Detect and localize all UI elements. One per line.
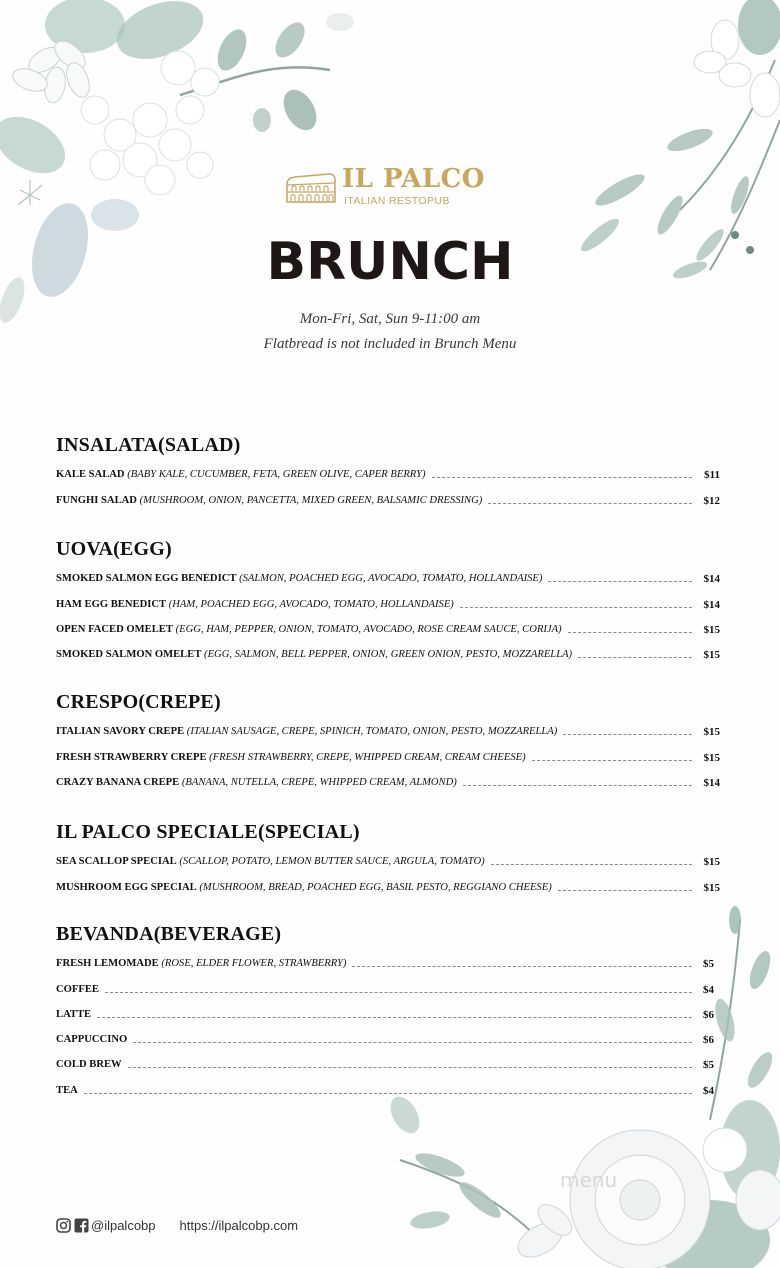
- item-name: KALE SALAD: [56, 469, 125, 481]
- menu-item: [56, 844, 720, 869]
- item-price: $15: [703, 623, 720, 636]
- facebook-icon[interactable]: [74, 1218, 89, 1233]
- item-price: $14: [703, 776, 720, 789]
- item-name: FRESH LEMOMADE: [56, 958, 159, 970]
- dotted-leader: [97, 1017, 692, 1018]
- page-title: BRUNCH: [266, 232, 514, 292]
- item-price: $15: [703, 649, 720, 662]
- dotted-leader: [432, 477, 692, 478]
- social-handle[interactable]: @ilpalcobp: [91, 1217, 156, 1233]
- item-price: $14: [703, 598, 720, 611]
- menu-item: [56, 586, 720, 611]
- dotted-leader: [463, 785, 692, 786]
- item-name: COLD BREW: [56, 1059, 122, 1071]
- dotted-leader: [128, 1067, 692, 1068]
- item-description: (MUSHROOM, BREAD, POACHED EGG, BASIL PESTO, REGGIANO CHEESE): [199, 881, 552, 893]
- menu-item: [56, 997, 720, 1022]
- item-price: $6: [703, 1034, 714, 1047]
- item-price: $15: [703, 751, 720, 764]
- dotted-leader: [578, 657, 692, 658]
- website-link[interactable]: https://ilpalcobp.com: [179, 1217, 299, 1233]
- dotted-leader: [105, 992, 692, 993]
- menu-item: [56, 612, 720, 637]
- menu-item: [56, 1047, 720, 1072]
- item-name: SMOKED SALMON OMELET: [56, 649, 202, 661]
- section-title: UOVA(EGG): [56, 538, 172, 560]
- menu-item: [56, 971, 720, 996]
- section-beverage: [56, 922, 720, 1098]
- menu-item: [56, 457, 720, 482]
- dotted-leader: [460, 607, 692, 608]
- menu-item: [56, 561, 720, 586]
- dotted-leader: [548, 581, 692, 582]
- dotted-leader: [352, 966, 692, 967]
- item-name: FRESH STRAWBERRY CREPE: [56, 751, 207, 763]
- item-description: (BANANA, NUTELLA, CREPE, WHIPPED CREAM, ALMOND): [181, 776, 457, 788]
- item-name: OPEN FACED OMELET: [56, 623, 173, 635]
- watermark: menu: [560, 1168, 618, 1192]
- item-price: $15: [703, 726, 720, 739]
- section-title: IL PALCO SPECIALE(SPECIAL): [56, 821, 360, 843]
- item-price: $6: [703, 1008, 714, 1021]
- dotted-leader: [563, 734, 692, 735]
- instagram-icon[interactable]: [56, 1218, 71, 1233]
- item-price: $11: [704, 469, 720, 482]
- menu-note: Flatbread is not included in Brunch Menu: [263, 336, 517, 352]
- menu-item: [56, 482, 720, 507]
- dotted-leader: [532, 760, 692, 761]
- menu-item: [56, 1022, 720, 1047]
- dotted-leader: [488, 503, 692, 504]
- dotted-leader: [568, 632, 692, 633]
- item-description: (BABY KALE, CUCUMBER, FETA, GREEN OLIVE, CAPER BERRY): [127, 469, 426, 481]
- item-name: ITALIAN SAVORY CREPE: [56, 726, 185, 738]
- menu-item: [56, 869, 720, 894]
- menu-item: [56, 1072, 720, 1097]
- menu-item: [56, 946, 720, 971]
- item-description: (SCALLOP, POTATO, LEMON BUTTER SAUCE, ARGULA, TOMATO): [179, 856, 485, 868]
- item-description: (MUSHROOM, ONION, PANCETTA, MIXED GREEN, BALSAMIC DRESSING): [139, 494, 483, 506]
- item-name: SEA SCALLOP SPECIAL: [56, 856, 177, 868]
- item-description: (ROSE, ELDER FLOWER, STRAWBERRY): [161, 958, 347, 970]
- item-name: MUSHROOM EGG SPECIAL: [56, 881, 197, 893]
- item-price: $15: [703, 881, 720, 894]
- dotted-leader: [133, 1042, 692, 1043]
- item-name: TEA: [56, 1084, 78, 1096]
- brand-name: IL PALCO: [342, 164, 485, 194]
- item-price: $14: [703, 573, 720, 586]
- section-title: CRESPO(CREPE): [56, 691, 221, 713]
- item-name: COFFEE: [56, 983, 99, 995]
- item-name: SMOKED SALMON EGG BENEDICT: [56, 573, 237, 585]
- item-description: (SALMON, POACHED EGG, AVOCADO, TOMATO, HOLLANDAISE): [239, 573, 543, 585]
- menu-item: [56, 739, 720, 764]
- menu-item: [56, 765, 720, 790]
- item-description: (EGG, HAM, PEPPER, ONION, TOMATO, AVOCADO, ROSE CREAM SAUCE, CORIJA): [175, 623, 562, 635]
- dotted-leader: [491, 864, 692, 865]
- brand-tagline: ITALIAN RESTOPUB: [344, 195, 450, 207]
- item-price: $5: [703, 958, 714, 971]
- item-name: CAPPUCCINO: [56, 1034, 128, 1046]
- item-description: (EGG, SALMON, BELL PEPPER, ONION, GREEN ONION, PESTO, MOZZARELLA): [204, 649, 573, 661]
- item-price: $4: [703, 983, 714, 996]
- menu-item: [56, 637, 720, 662]
- item-name: HAM EGG BENEDICT: [56, 598, 167, 610]
- section-title: BEVANDA(BEVERAGE): [56, 923, 282, 945]
- dotted-leader: [84, 1093, 692, 1094]
- item-description: (FRESH STRAWBERRY, CREPE, WHIPPED CREAM, CREAM CHEESE): [209, 751, 526, 763]
- section-egg: [56, 537, 720, 662]
- brunch-hours: Mon-Fri, Sat, Sun 9-11:00 am: [299, 311, 481, 327]
- section-crepe: [56, 690, 720, 790]
- section-title: INSALATA(SALAD): [56, 434, 241, 456]
- item-description: (ITALIAN SAUSAGE, CREPE, SPINICH, TOMATO, ONION, PESTO, MOZZARELLA): [186, 726, 558, 738]
- item-price: $15: [703, 856, 720, 869]
- item-price: $12: [703, 494, 720, 507]
- item-price: $5: [703, 1059, 714, 1072]
- footer: [56, 1215, 298, 1235]
- item-name: LATTE: [56, 1008, 92, 1020]
- item-name: CRAZY BANANA CREPE: [56, 776, 180, 788]
- menu-item: [56, 714, 720, 739]
- item-description: (HAM, POACHED EGG, AVOCADO, TOMATO, HOLLANDAISE): [168, 598, 454, 610]
- dotted-leader: [558, 890, 692, 891]
- colosseum-icon: [285, 172, 337, 204]
- item-name: FUNGHI SALAD: [56, 494, 137, 506]
- brand-logo: [285, 164, 500, 210]
- item-price: $4: [703, 1084, 714, 1097]
- section-special: [56, 820, 720, 895]
- section-salad: [56, 433, 720, 508]
